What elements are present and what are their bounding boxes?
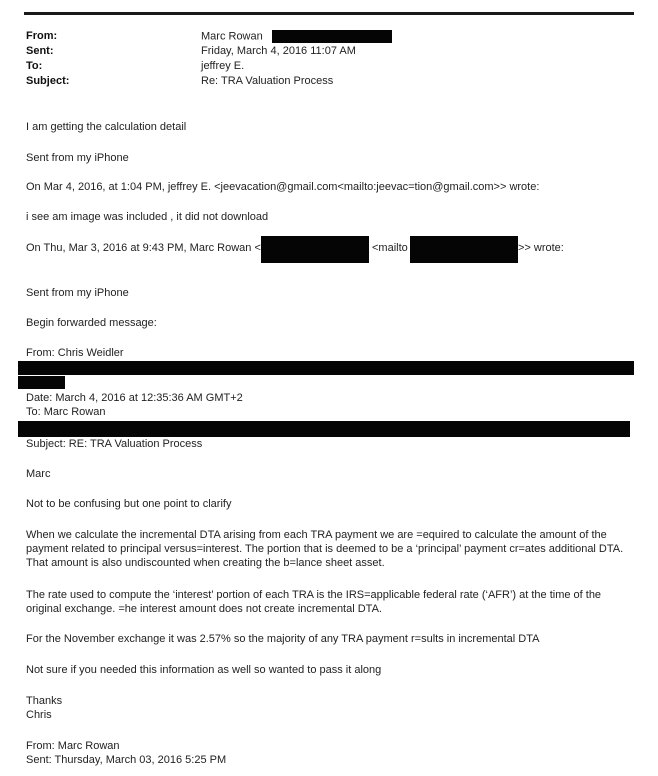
greeting: Marc — [26, 468, 51, 480]
prior-from: From: Marc Rowan — [26, 740, 120, 752]
body-line: Not sure if you needed this information as well so wanted to pass it along — [26, 664, 382, 676]
forwarded-from: From: Chris Weidler — [26, 347, 124, 359]
forwarded-date: Date: March 4, 2016 at 12:35:36 AM GMT+2 — [26, 392, 243, 404]
signature: Chris — [26, 709, 52, 721]
quote-header — [26, 242, 261, 254]
redaction-block — [272, 30, 392, 43]
redaction-block — [18, 376, 65, 389]
paragraph: When we calculate the incremental DTA arising from each TRA payment we are =equired to calculate the amount of the payment related to principal versus=interest. The portion that is deemed to be a ‘principal’ payment cr=ates additional DTA. That amount is also undiscounted when creating the b=lance sheet asset. — [26, 529, 624, 569]
from-name: Marc Rowan — [201, 30, 263, 43]
redaction-block — [18, 361, 634, 375]
body-line: Not to be confusing but one point to clarify — [26, 498, 232, 510]
to-value: jeffrey E. — [201, 60, 245, 72]
redaction-block — [261, 236, 369, 263]
body-line: Begin forwarded message: — [26, 317, 157, 329]
mailto-text: <mailto — [372, 242, 408, 254]
subject-label: Subject: — [26, 75, 70, 87]
sent-label: Sent: — [26, 45, 54, 57]
body-line: i see am image was included , it did not download — [26, 211, 269, 223]
quote-header-part: On Thu, Mar 3, 2016 at 9:43 PM, Marc Rowan < — [26, 242, 261, 254]
forwarded-subject: Subject: RE: TRA Valuation Process — [26, 438, 203, 450]
body-line: Sent from my iPhone — [26, 287, 129, 299]
paragraph: The rate used to compute the ‘interest’ portion of each TRA is the IRS=applicable federal rate (‘AFR’) at the time of the original exchange. =he interest amount does not create incremental DTA. — [26, 589, 602, 615]
forwarded-to: To: Marc Rowan — [26, 406, 106, 418]
from-label: From: — [26, 30, 58, 42]
sent-value: Friday, March 4, 2016 11:07 AM — [201, 45, 356, 57]
from-value — [201, 30, 392, 43]
wrote-text: >> wrote: — [518, 242, 564, 254]
signoff: Thanks — [26, 695, 63, 707]
subject-value: Re: TRA Valuation Process — [201, 75, 334, 87]
body-line: Sent from my iPhone — [26, 152, 129, 164]
to-label: To: — [26, 60, 43, 72]
body-line: For the November exchange it was 2.57% so the majority of any TRA payment r=sults in incremental DTA — [26, 633, 540, 645]
body-line: I am getting the calculation detail — [26, 121, 187, 133]
quote-header: On Mar 4, 2016, at 1:04 PM, jeffrey E. <jeevacation@gmail.com<mailto:jeevac=tion@gmail.com>> wrote: — [26, 181, 540, 193]
redaction-block — [18, 421, 630, 437]
redaction-block — [410, 236, 518, 263]
prior-sent: Sent: Thursday, March 03, 2016 5:25 PM — [26, 754, 227, 766]
header-rule — [24, 12, 634, 15]
